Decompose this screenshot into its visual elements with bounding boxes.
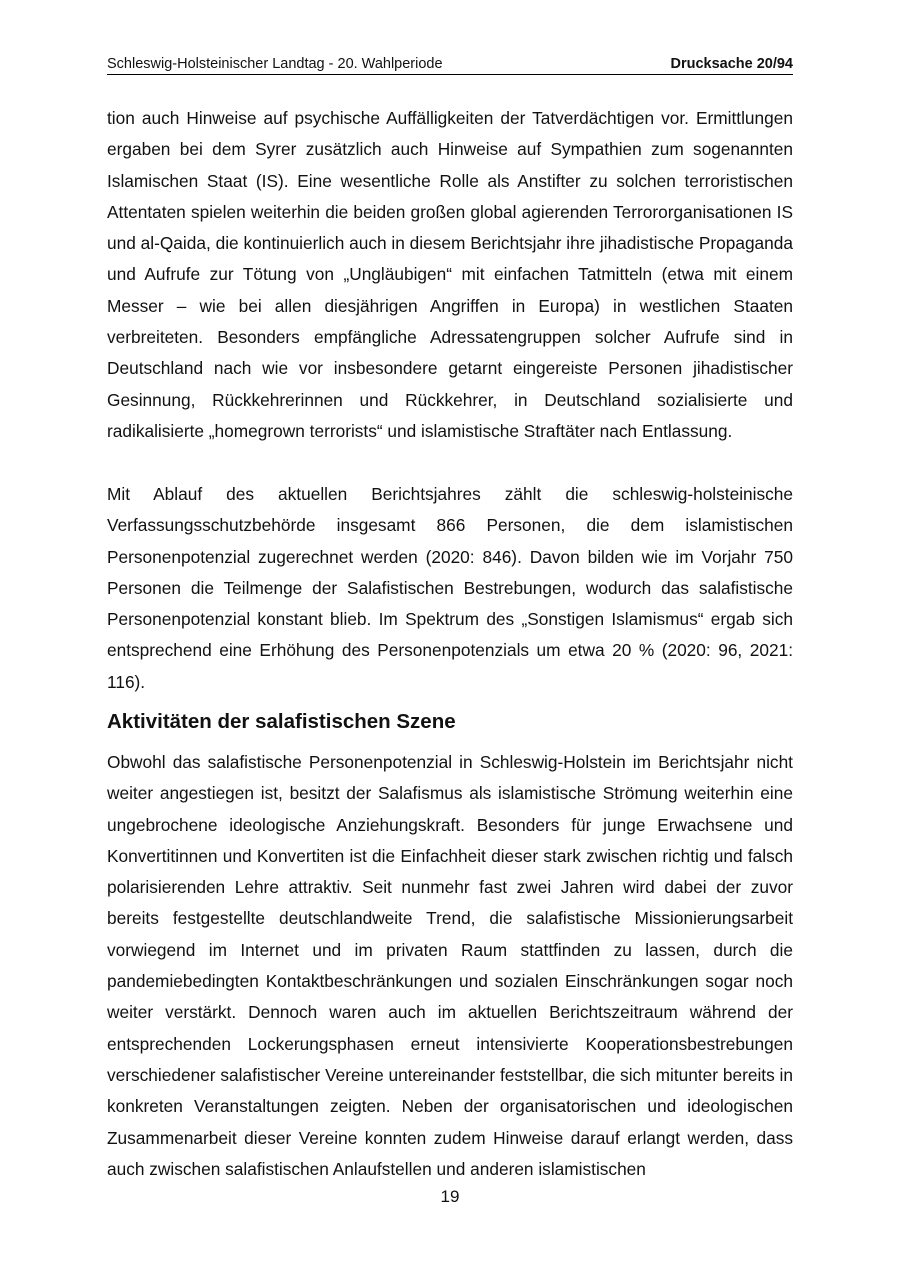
- page-header: [107, 54, 793, 75]
- page-number: 19: [440, 1187, 460, 1206]
- paragraph-personenpotenzial: Mit Ablauf des aktuellen Berichtsjahres zählt die schleswig-holsteinische Verfassungsschutzbehörde insgesamt 866 Personen, die dem islamistischen Personenpotenzial zugerechnet werden (2020: 846). Davon bilden wie im Vorjahr 750 Personen die Teilmenge der Salafistischen Bestrebungen, wodurch das salafistische Personenpotenzial konstant blieb. Im Spektrum des „Sonstigen Islamismus“ ergab sich entsprechend eine Erhöhung des Personenpotenzials um etwa 20 % (2020: 96, 2021: 116).: [107, 484, 793, 692]
- header-document-title: Schleswig-Holsteinischer Landtag - 20. Wahlperiode: [107, 56, 443, 72]
- section-heading: Aktivitäten der salafistischen Szene: [107, 710, 456, 733]
- paragraph-salafist-activities: Obwohl das salafistische Personenpotenzial in Schleswig-Holstein im Berichtsjahr nicht weiter angestiegen ist, besitzt der Salafismus als islamistische Strömung weiterhin eine ungebrochene ideologische Anziehungskraft. Besonders für junge Erwachsene und Konvertitinnen und Konvertiten ist die Einfachheit dieser stark zwischen richtig und falsch polarisierenden Lehre attraktiv. Seit nunmehr fast zwei Jahren wird dabei der zuvor bereits festgestellte deutschlandweite Trend, die salafistische Missionierungsarbeit vorwiegend im Internet und im privaten Raum stattfinden zu lassen, durch die pandemiebedingten Kontaktbeschränkungen und sozialen Einschränkungen sogar noch weiter verstärkt. Dennoch waren auch im aktuellen Berichtszeitraum während der entsprechenden Lockerungsphasen erneut intensivierte Kooperationsbestrebungen verschiedener salafistischer Vereine untereinander feststellbar, die sich mitunter bereits in konkreten Veranstaltungen zeigten. Neben der organisatorischen und ideologischen Zusammenarbeit dieser Vereine konnten zudem Hinweise darauf erlangt werden, dass auch zwischen salafistischen Anlaufstellen und anderen islamistischen: [107, 752, 793, 1179]
- header-document-number: Drucksache 20/94: [670, 56, 793, 72]
- paragraph-terror-context: tion auch Hinweise auf psychische Auffälligkeiten der Tatverdächtigen vor. Ermittlungen ergaben bei dem Syrer zusätzlich auch Hinweise auf Sympathien zum sogenannten Islamischen Staat (IS). Eine wesentliche Rolle als Anstifter zu solchen terroristischen Attentaten spielen weiterhin die beiden großen global agierenden Terrororganisationen IS und al-Qaida, die kontinuierlich auch in diesem Berichtsjahr ihre jihadistische Propaganda und Aufrufe zur Tötung von „Ungläubigen“ mit einfachen Tatmitteln (etwa mit einem Messer – wie bei allen diesjährigen Angriffen in Europa) in westlichen Staaten verbreiteten. Besonders empfängliche Adressatengruppen solcher Aufrufe sind in Deutschland nach wie vor insbesondere getarnt eingereiste Personen jihadistischer Gesinnung, Rückkehrerinnen und Rückkehrer, in Deutschland sozialisierte und radikalisierte „homegrown terrorists“ und islamistische Straftäter nach Entlassung.: [107, 108, 793, 441]
